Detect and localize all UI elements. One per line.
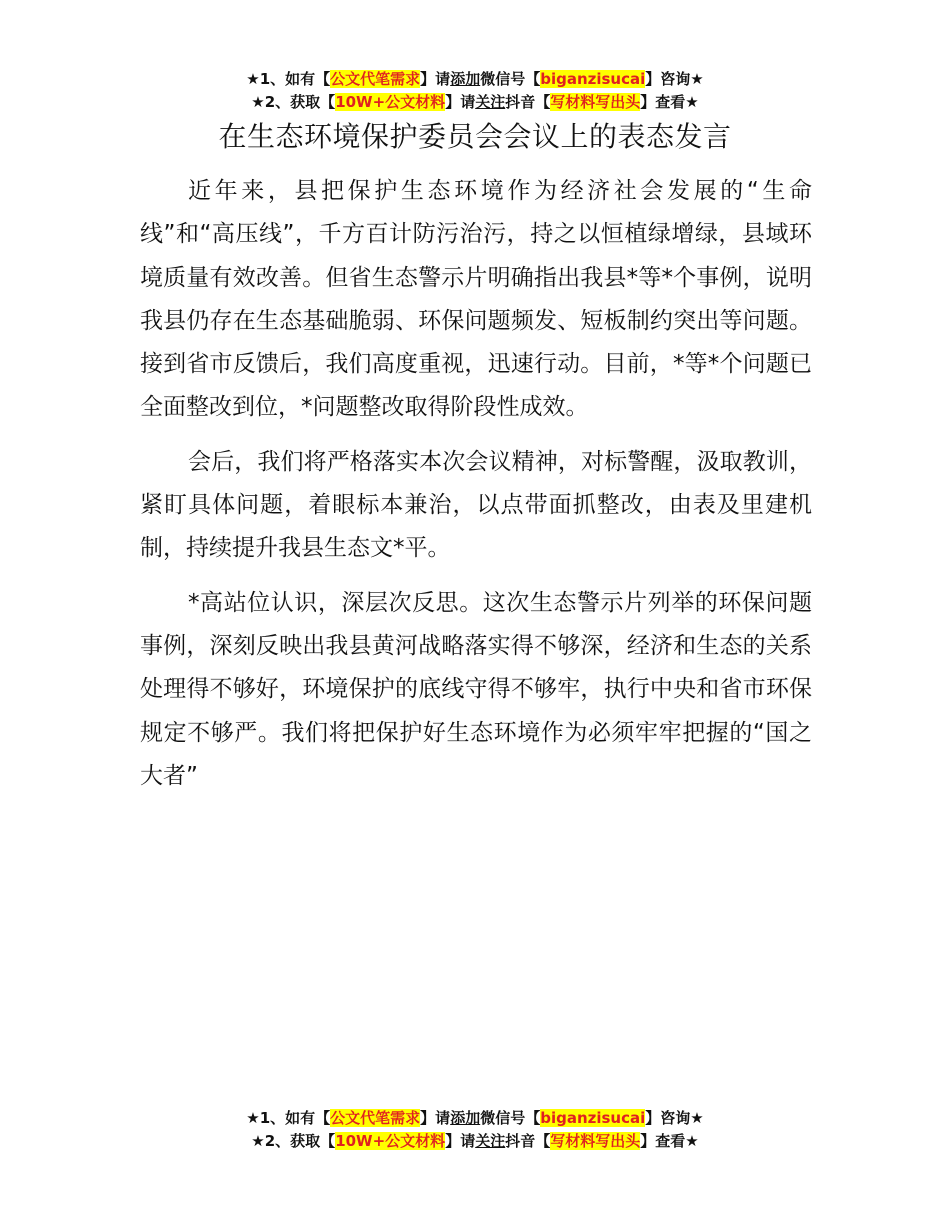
banner-text: 】请 xyxy=(420,1109,451,1127)
banner-text: ★1、如有【 xyxy=(246,70,331,88)
banner-text: 】请 xyxy=(445,1132,476,1150)
document-title: 在生态环境保护委员会会议上的表态发言 xyxy=(218,120,732,153)
banner-text: 微信号【 xyxy=(480,70,541,88)
banner-text: 抖音【 xyxy=(505,1132,551,1150)
highlight-ghostwriting: 公文代笔需求 xyxy=(330,70,421,88)
underlined-follow: 关注 xyxy=(475,1132,506,1150)
banner-text: 】查看★ xyxy=(640,1132,699,1150)
footer-banner-line-2 xyxy=(0,1130,950,1153)
footer-banner-line-1 xyxy=(0,1107,950,1130)
banner-text: ★1、如有【 xyxy=(246,1109,331,1127)
banner-text: 】咨询★ xyxy=(645,1109,704,1127)
header-banner-line-1 xyxy=(0,68,950,91)
paragraph-2: 会后，我们将严格落实本次会议精神，对标警醒，汲取教训，紧盯具体问题，着眼标本兼治，以点带面抓整改，由表及里建机制，持续提升我县生态文*平。 xyxy=(140,448,812,562)
banner-text: 】查看★ xyxy=(640,93,699,111)
banner-text: ★2、获取【 xyxy=(251,93,336,111)
highlight-wechat-id: biganzisucai xyxy=(540,1109,646,1127)
highlight-materials: 10W+公文材料 xyxy=(335,1132,446,1150)
banner-text: 】请 xyxy=(420,70,451,88)
paragraph-3: *高站位认识，深层次反思。这次生态警示片列举的环保问题事例，深刻反映出我县黄河战略落实得不够深，经济和生态的关系处理得不够好，环境保护的底线守得不够牢，执行中央和省市环保规定不够严。我们将把保护好生态环境作为必须牢牢把握的“国之大者” xyxy=(140,589,812,789)
banner-text: 微信号【 xyxy=(480,1109,541,1127)
underlined-follow: 关注 xyxy=(475,93,506,111)
banner-text: 】咨询★ xyxy=(645,70,704,88)
underlined-add: 添加 xyxy=(450,70,481,88)
highlight-ghostwriting: 公文代笔需求 xyxy=(330,1109,421,1127)
banner-text: ★2、获取【 xyxy=(251,1132,336,1150)
footer-banner xyxy=(0,1107,950,1153)
highlight-materials: 10W+公文材料 xyxy=(335,93,446,111)
highlight-douyin-account: 写材料写出头 xyxy=(550,1132,641,1150)
header-banner-line-2 xyxy=(0,91,950,114)
document-body xyxy=(140,170,812,809)
header-banner xyxy=(0,68,950,114)
banner-text: 】请 xyxy=(445,93,476,111)
highlight-douyin-account: 写材料写出头 xyxy=(550,93,641,111)
highlight-wechat-id: biganzisucai xyxy=(540,70,646,88)
paragraph-1: 近年来，县把保护生态环境作为经济社会发展的“生命线”和“高压线”，千方百计防污治污，持之以恒植绿增绿，县域环境质量有效改善。但省生态警示片明确指出我县*等*个事例，说明我县仍存在生态基础脆弱、环保问题频发、短板制约突出等问题。接到省市反馈后，我们高度重视，迅速行动。目前，*等*个问题已全面整改到位，*问题整改取得阶段性成效。 xyxy=(140,178,813,421)
banner-text: 抖音【 xyxy=(505,93,551,111)
underlined-add: 添加 xyxy=(450,1109,481,1127)
